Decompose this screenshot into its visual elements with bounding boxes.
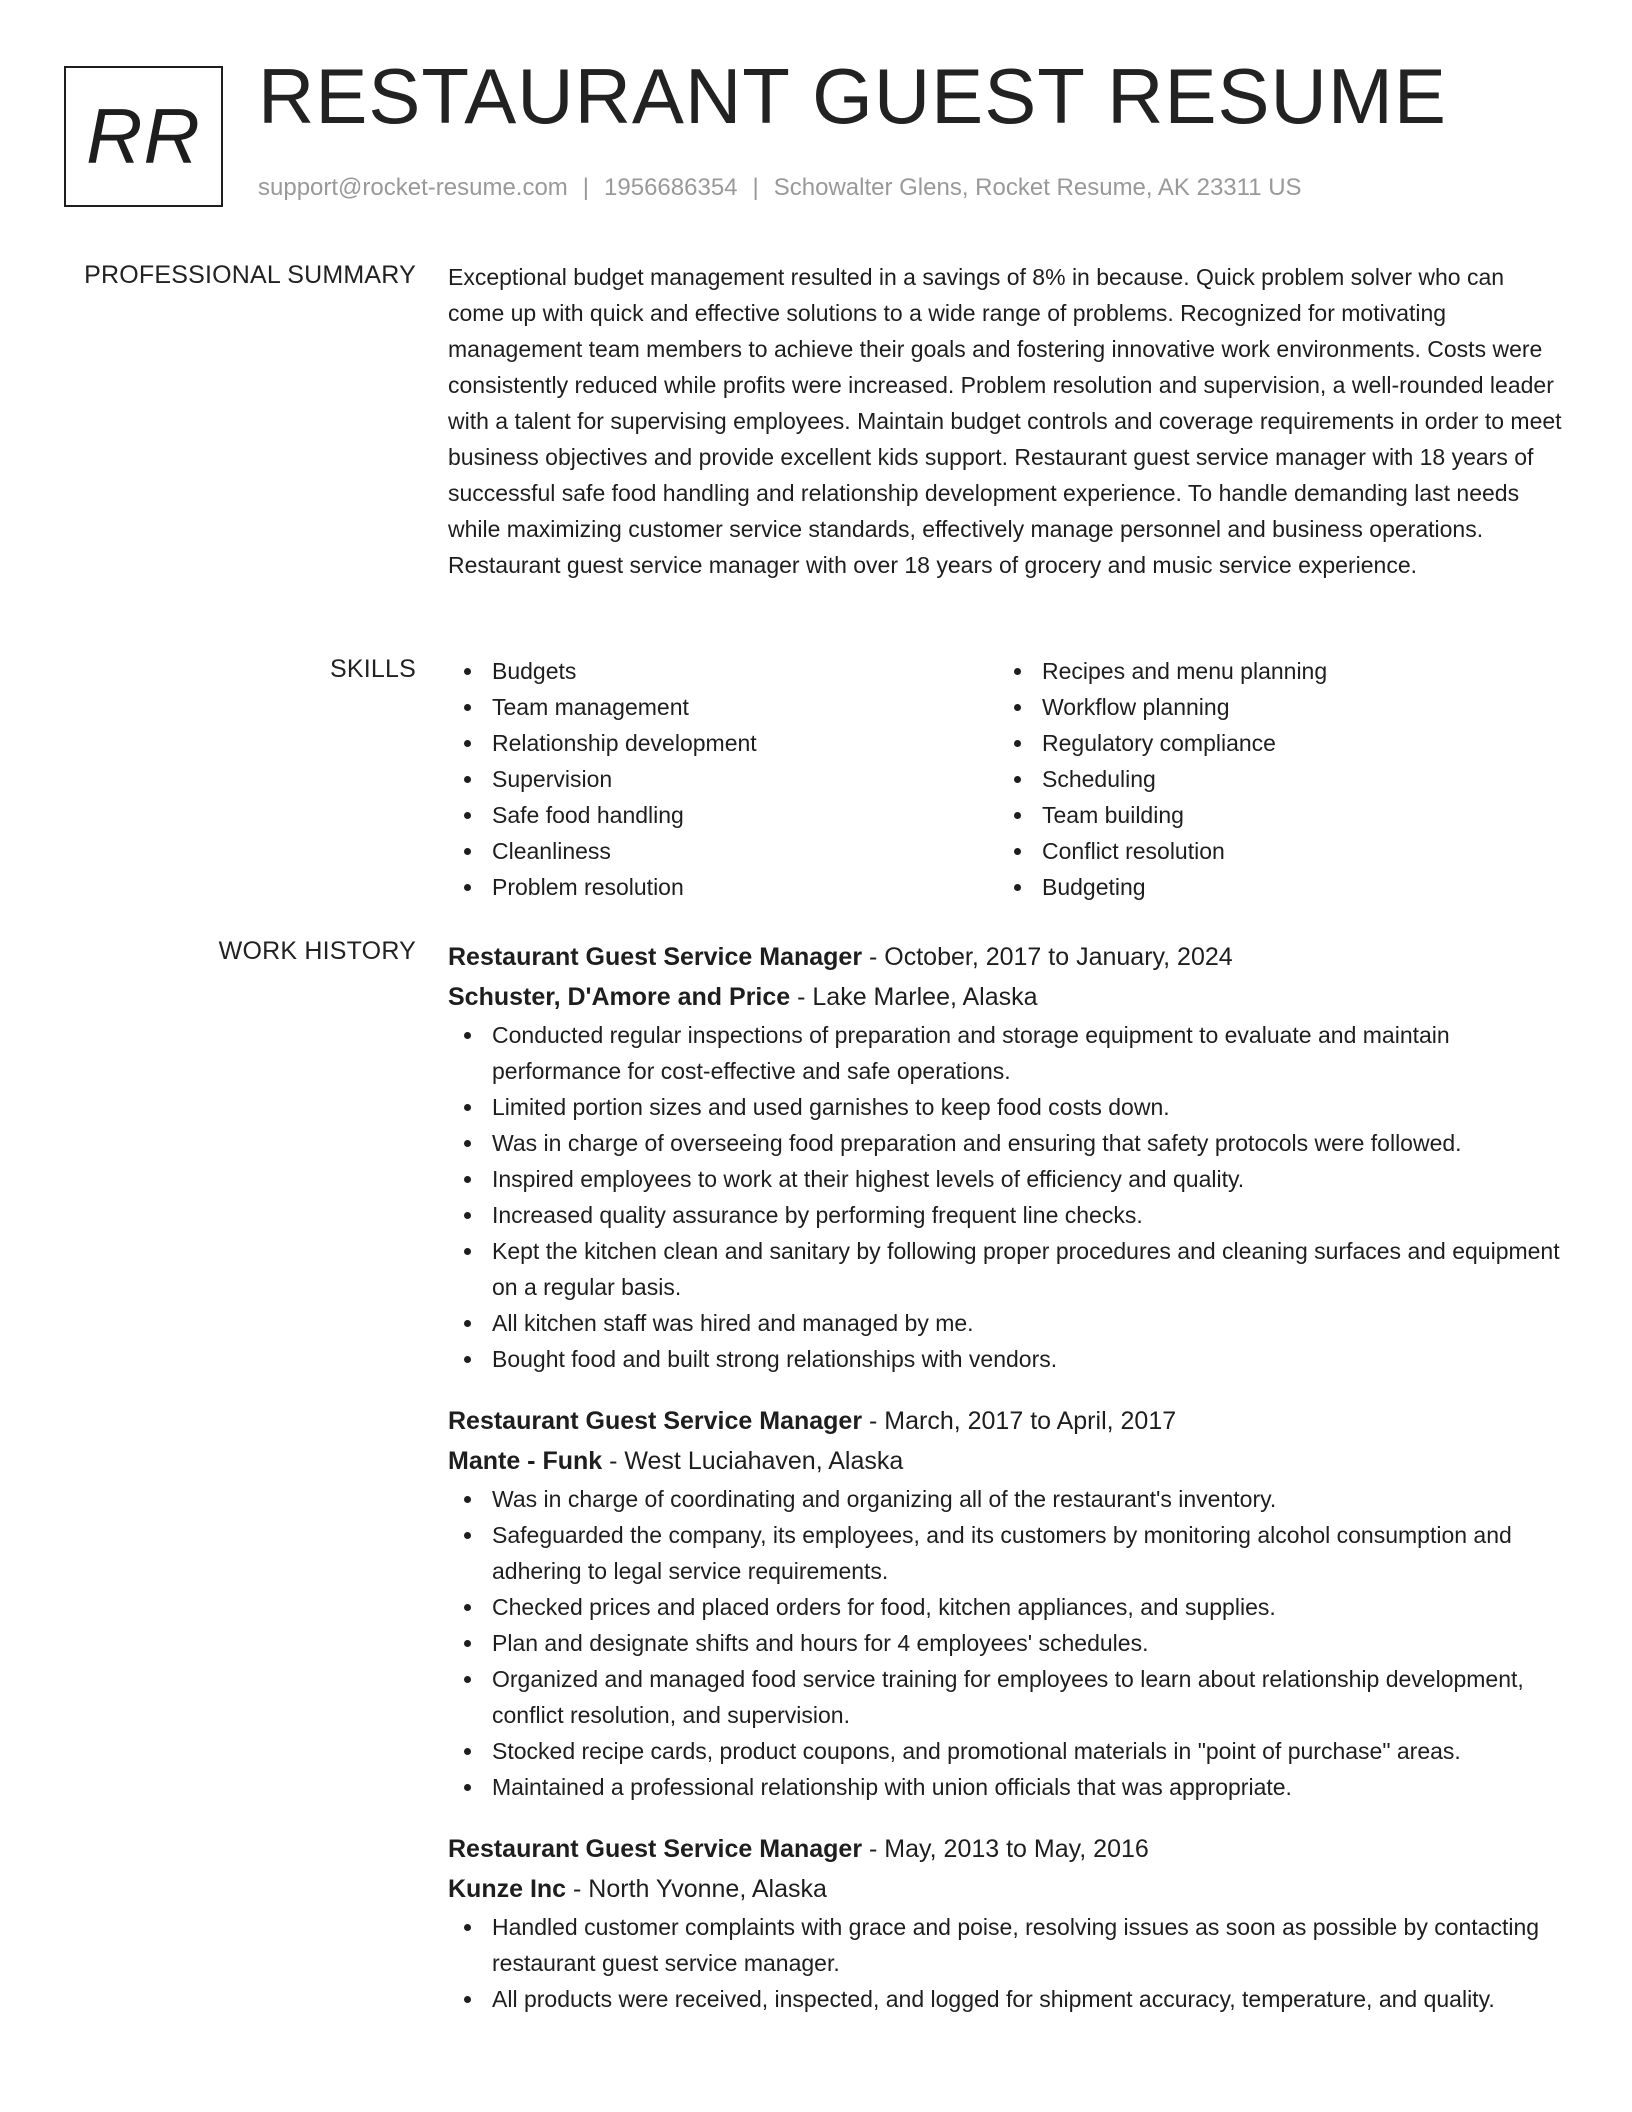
job-bullet: Kept the kitchen clean and sanitary by following proper procedures and cleaning surfaces and equipment on a regular basis. [448,1233,1563,1305]
contact-phone: 1956686354 [604,174,738,201]
skill-item: Problem resolution [448,869,998,905]
job-dates: - May, 2013 to May, 2016 [862,1835,1149,1863]
skill-item: Supervision [448,761,998,797]
resume-title: RESTAURANT GUEST RESUME [258,52,1447,140]
job-bullet: All kitchen staff was hired and managed by me. [448,1305,1563,1341]
job-company: Schuster, D'Amore and Price [448,983,791,1011]
job-bullet: Was in charge of coordinating and organizing all of the restaurant's inventory. [448,1481,1563,1517]
job-dates: - October, 2017 to January, 2024 [862,943,1233,971]
skill-item: Team building [998,797,1548,833]
job-bullet: Checked prices and placed orders for food, kitchen appliances, and supplies. [448,1589,1563,1625]
job-bullet: Organized and managed food service training for employees to learn about relationship development, conflict resolution, and supervision. [448,1661,1563,1733]
job-title-line [448,1401,1563,1441]
summary-heading: PROFESSIONAL SUMMARY [84,261,416,289]
skill-item: Budgeting [998,869,1548,905]
contact-email: support@rocket-resume.com [258,174,568,201]
job-bullet-list [448,1017,1563,1377]
job-bullet-list [448,1481,1563,1805]
skills-body [448,653,1563,905]
skill-item: Regulatory compliance [998,725,1548,761]
skill-item: Scheduling [998,761,1548,797]
job-company: Mante - Funk [448,1447,603,1475]
job-bullet: All products were received, inspected, and logged for shipment accuracy, temperature, and quality. [448,1981,1563,2017]
skills-list-left [448,653,998,905]
skill-item: Recipes and menu planning [998,653,1548,689]
skill-item: Cleanliness [448,833,998,869]
summary-body [448,259,1563,583]
contact-separator: | [582,174,590,201]
job-bullet: Was in charge of overseeing food preparation and ensuring that safety protocols were followed. [448,1125,1563,1161]
job-bullet: Bought food and built strong relationships with vendors. [448,1341,1563,1377]
skills-list-right [998,653,1548,905]
job-company-line [448,977,1563,1017]
job-bullet: Maintained a professional relationship with union officials that was appropriate. [448,1769,1563,1805]
skill-item: Team management [448,689,998,725]
job-company-line [448,1441,1563,1481]
job-company-line [448,1869,1563,1909]
job-title-line [448,1829,1563,1869]
job-title-line [448,937,1563,977]
job-location: - Lake Marlee, Alaska [790,983,1038,1011]
job-dates: - March, 2017 to April, 2017 [862,1407,1177,1435]
job-bullet: Increased quality assurance by performing frequent line checks. [448,1197,1563,1233]
contact-separator: | [752,174,759,201]
contact-line [258,174,1302,202]
job-bullet-list [448,1909,1563,2017]
skill-item: Conflict resolution [998,833,1548,869]
job-bullet: Plan and designate shifts and hours for 4 employees' schedules. [448,1625,1563,1661]
summary-text: Exceptional budget management resulted in a savings of 8% in because. Quick problem solver who can come up with quick and effective solutions to a wide range of problems. Recognized for motivating management team members to achieve their goals and fostering innovative work environments. Costs were consistently reduced while profits were increased. Problem resolution and supervision, a well-rounded leader with a talent for supervising employees. Maintain budget controls and coverage requirements in order to meet business objectives and provide excellent kids support. Restaurant guest service manager with 18 years of successful safe food handling and relationship development experience. To handle demanding last needs while maximizing customer service standards, effectively manage personnel and business operations. Restaurant guest service manager with over 18 years of grocery and music service experience. [448,264,1562,578]
job-location: - North Yvonne, Alaska [566,1875,827,1903]
job-bullet: Safeguarded the company, its employees, and its customers by monitoring alcohol consumption and adhering to legal service requirements. [448,1517,1563,1589]
work-history-heading: WORK HISTORY [218,937,416,965]
job-bullet: Stocked recipe cards, product coupons, and promotional materials in "point of purchase" areas. [448,1733,1563,1769]
job-bullet: Handled customer complaints with grace and poise, resolving issues as soon as possible by contacting restaurant guest service manager. [448,1909,1563,1981]
job-bullet: Limited portion sizes and used garnishes to keep food costs down. [448,1089,1563,1125]
skill-item: Workflow planning [998,689,1548,725]
job-entry [448,1829,1563,2017]
job-location: - West Luciahaven, Alaska [602,1447,904,1475]
contact-address: Schowalter Glens, Rocket Resume, AK 23311 US [773,174,1302,201]
skill-item: Relationship development [448,725,998,761]
job-bullet: Inspired employees to work at their highest levels of efficiency and quality. [448,1161,1563,1197]
skill-item: Safe food handling [448,797,998,833]
job-entry [448,937,1563,1377]
job-entry [448,1401,1563,1805]
job-title: Restaurant Guest Service Manager [448,943,863,971]
work-history-body [448,937,1563,2041]
monogram-logo: RR [64,66,223,207]
job-title: Restaurant Guest Service Manager [448,1835,863,1863]
job-company: Kunze Inc [448,1875,567,1903]
job-title: Restaurant Guest Service Manager [448,1407,863,1435]
skill-item: Budgets [448,653,998,689]
skills-heading: SKILLS [330,655,416,683]
job-bullet: Conducted regular inspections of preparation and storage equipment to evaluate and maintain performance for cost-effective and safe operations. [448,1017,1563,1089]
